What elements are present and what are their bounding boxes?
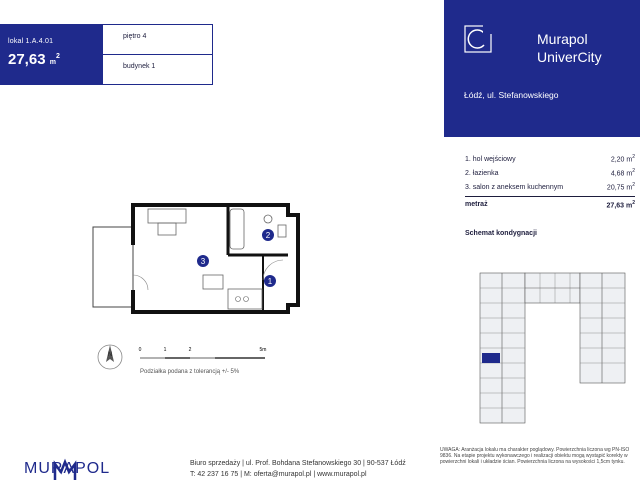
- table: [203, 275, 223, 289]
- svg-text:0: 0: [138, 347, 142, 353]
- floor-plan: [78, 195, 318, 320]
- bathtub: [230, 209, 244, 249]
- murapol-logo-icon: [464, 25, 492, 53]
- unit-location-grid: [103, 24, 213, 85]
- svg-text:2: 2: [265, 231, 271, 240]
- brand-name: Murapol UniverCity: [537, 31, 602, 65]
- total-row: metraż 27,63 $m^2$: [465, 196, 635, 210]
- balcony: [93, 227, 133, 307]
- scale-note: Podziałka podana z tolerancją +/- 5%: [140, 369, 240, 375]
- floor-schema: [470, 268, 630, 428]
- unit-area: 27,63 $m^2$: [8, 51, 60, 68]
- unit-summary: [0, 24, 103, 85]
- svg-text:2: 2: [188, 347, 192, 353]
- sofa: [148, 209, 186, 223]
- room-row: 2. łazienka 4,68 $m^2$: [465, 168, 635, 178]
- brand-panel: [444, 0, 640, 137]
- building-label: budynek 1: [123, 63, 156, 70]
- rooms-table: [465, 152, 635, 210]
- current-unit-highlight: [482, 353, 500, 363]
- disclaimer: UWAGA: Aranżacja lokalu ma charakter poglądowy. Powierzchnia liczona wg PN-ISO 9836. Na etapie projektu wykonawczego i realizacji obiektu mogą wystąpić korekty w powierzchni lokali i układzie ścian. Powierzchnia liczona na wysokości 1,5cm tynku.: [440, 447, 630, 465]
- svg-text:5m: 5m: [259, 347, 267, 353]
- kitchen-counter: [228, 289, 262, 309]
- footer-company: MURAPOL: [24, 460, 111, 477]
- room-row: 1. hol wejściowy 2,20 $m^2$: [465, 154, 635, 164]
- svg-text:1: 1: [267, 277, 273, 286]
- room-row: 3. salon z aneksem kuchennym 20,75 $m^2$: [465, 182, 635, 192]
- floor-label: piętro 4: [103, 25, 212, 55]
- outer-wall: [133, 205, 298, 312]
- footer-contact: Biuro sprzedaży | ul. Prof. Bohdana Stefanowskiego 30 | 90-537 Łódź T: 42 237 16 75 | M: oferta@murapol.pl | www.murapol.pl: [190, 460, 406, 478]
- svg-text:N: N: [107, 352, 113, 358]
- svg-text:3: 3: [200, 257, 206, 266]
- svg-text:1: 1: [163, 347, 167, 353]
- unit-id: lokal 1.A.4.01: [8, 38, 54, 45]
- floor-schema-title: Schemat kondygnacji: [465, 230, 537, 237]
- brand-location: Łódź, ul. Stefanowskiego: [464, 90, 559, 100]
